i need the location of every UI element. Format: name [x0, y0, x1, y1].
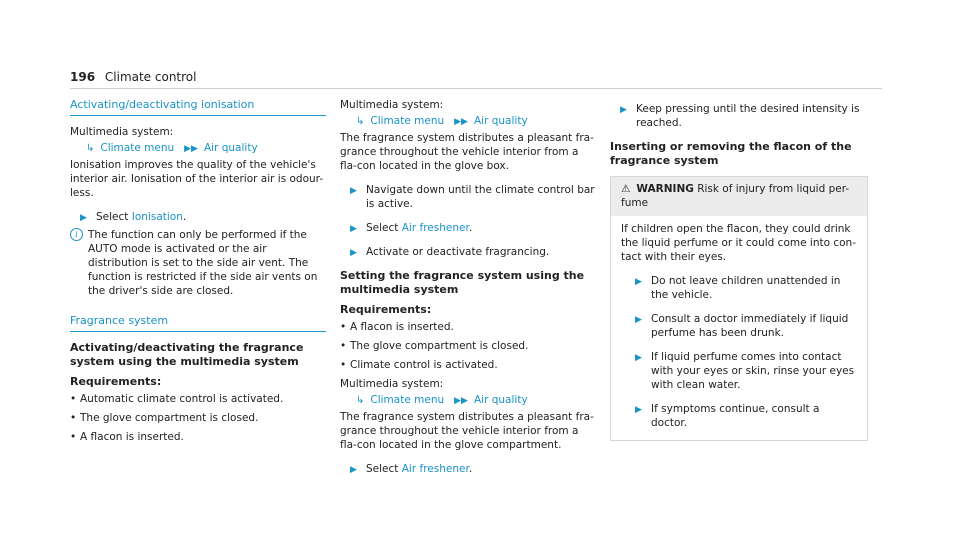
link-air-freshener[interactable]: Air freshener — [401, 463, 469, 475]
nav-air-quality[interactable]: Air quality — [473, 394, 528, 406]
step-text: Navigate down until the climate control bar is active. — [366, 184, 595, 210]
step-text: Do not leave children unattended in the vehicle. — [651, 275, 841, 301]
step-text: Select — [366, 463, 399, 475]
section-title-ionisation: Activating/deactivating ionisation — [70, 98, 326, 116]
list-item: • Automatic climate control is activated. — [70, 393, 284, 405]
list-item: • The glove compartment is closed. — [70, 412, 259, 424]
page-header — [70, 70, 196, 84]
system-label: Multimedia system: — [340, 99, 444, 111]
system-label: Multimedia system: — [340, 378, 444, 390]
nav-air-quality[interactable]: Air quality — [473, 115, 528, 127]
page-number: 196 — [70, 70, 96, 84]
system-label: Multimedia system: — [70, 126, 174, 138]
warning-triangle-icon: ⚠ — [621, 183, 631, 195]
link-ionisation[interactable]: Ionisation — [131, 211, 183, 223]
warning-text: Risk of injury from liquid per-fume — [621, 183, 850, 209]
double-chevron-icon: ▶▶ — [454, 117, 468, 127]
double-chevron-icon: ▶▶ — [454, 396, 468, 406]
requirements-list — [340, 320, 596, 372]
step-item — [621, 402, 857, 430]
step-text: Consult a doctor immediately if liquid perfume has been drunk. — [651, 313, 849, 339]
nav-climate-menu[interactable]: Climate menu — [370, 115, 445, 127]
triangle-bullet-icon: ▶ — [635, 315, 642, 325]
return-arrow-icon: ↳ — [356, 116, 365, 127]
list-item: • Climate control is activated. — [340, 359, 498, 371]
step-item — [340, 183, 596, 211]
double-chevron-icon: ▶▶ — [184, 144, 198, 154]
nav-climate-menu[interactable]: Climate menu — [100, 142, 175, 154]
triangle-bullet-icon: ▶ — [80, 213, 87, 223]
triangle-bullet-icon: ▶ — [635, 405, 642, 415]
subheading: Setting the fragrance system using the multimedia system — [340, 269, 585, 296]
section-title-fragrance: Fragrance system — [70, 314, 326, 332]
subheading: Activating/deactivating the fragrance system using the multimedia system — [70, 341, 304, 368]
menu-path — [340, 393, 596, 408]
step-item — [340, 462, 596, 476]
return-arrow-icon: ↳ — [86, 143, 95, 154]
triangle-bullet-icon: ▶ — [350, 224, 357, 234]
step-text: Activate or deactivate fragrancing. — [366, 246, 550, 258]
triangle-bullet-icon: ▶ — [350, 248, 357, 258]
requirements-list — [70, 392, 326, 444]
step-item — [340, 245, 596, 259]
step-text: If symptoms continue, consult a doctor. — [651, 403, 820, 429]
section-name: Climate control — [104, 70, 197, 84]
warning-body — [611, 216, 867, 440]
list-item: • A flacon is inserted. — [70, 431, 184, 443]
requirements-heading: Requirements: — [340, 303, 432, 316]
triangle-bullet-icon: ▶ — [635, 277, 642, 287]
requirements-heading: Requirements: — [70, 375, 162, 388]
info-icon: i — [70, 228, 83, 241]
step-text: If liquid perfume comes into contact with your eyes or skin, rinse your eyes with clean water. — [651, 351, 855, 391]
triangle-bullet-icon: ▶ — [620, 105, 627, 115]
step-item — [70, 210, 326, 224]
menu-path — [340, 114, 596, 129]
list-item: • The glove compartment is closed. — [340, 340, 529, 352]
column-2 — [340, 98, 596, 486]
info-note — [70, 228, 326, 298]
header-divider — [70, 88, 882, 89]
body-text: Ionisation improves the quality of the vehicle's interior air. Ionisation of the interior air is odour-less. — [70, 159, 324, 199]
note-text: The function can only be performed if the AUTO mode is activated or the air distribution is set to the side air vent. The function is restricted if the side air vents on the driver's side are closed. — [88, 229, 318, 297]
step-item — [610, 102, 868, 130]
triangle-bullet-icon: ▶ — [350, 186, 357, 196]
body-text: The fragrance system distributes a pleasant fra-grance throughout the vehicle interior from a fla-con located in the glove compartment. — [340, 411, 594, 451]
body-text: The fragrance system distributes a pleasant fra-grance throughout the vehicle interior from a fla-con located in the glove box. — [340, 132, 594, 172]
step-suffix: . — [182, 211, 187, 223]
column-1 — [70, 98, 326, 449]
return-arrow-icon: ↳ — [356, 395, 365, 406]
step-text: Select — [366, 222, 399, 234]
warning-description: If children open the flacon, they could drink the liquid perfume or it could come into con-tact with their eyes. — [621, 223, 856, 263]
step-suffix: . — [468, 463, 473, 475]
link-air-freshener[interactable]: Air freshener — [401, 222, 469, 234]
menu-path — [70, 141, 326, 156]
step-item — [621, 274, 857, 302]
step-item — [621, 312, 857, 340]
step-text: Select — [96, 211, 129, 223]
step-suffix: . — [468, 222, 473, 234]
step-text: Keep pressing until the desired intensity is reached. — [636, 103, 860, 129]
nav-climate-menu[interactable]: Climate menu — [370, 394, 445, 406]
nav-air-quality[interactable]: Air quality — [203, 142, 258, 154]
column-3 — [610, 98, 868, 441]
warning-box — [610, 176, 868, 441]
triangle-bullet-icon: ▶ — [635, 353, 642, 363]
warning-header — [611, 177, 867, 216]
subheading: Inserting or removing the flacon of the fragrance system — [610, 140, 852, 167]
triangle-bullet-icon: ▶ — [350, 465, 357, 475]
warning-label: WARNING — [636, 183, 694, 195]
step-item — [340, 221, 596, 235]
list-item: • A flacon is inserted. — [340, 321, 454, 333]
step-item — [621, 350, 857, 392]
